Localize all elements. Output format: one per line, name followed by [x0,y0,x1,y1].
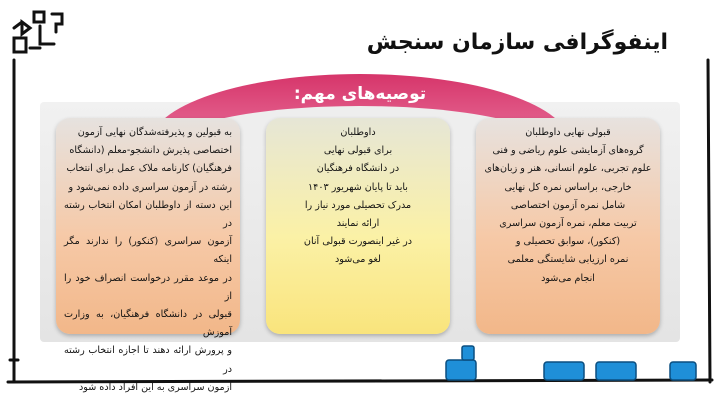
card-final-acceptance [476,118,660,334]
card-line: قبولی در دانشگاه فرهنگیان، به وزارت آموزش [64,309,232,339]
card-line: فرهنگیان) کارنامه ملاک عمل برای انتخاب [66,163,232,175]
card-line: داوطلبان [340,127,376,138]
card-line: این دسته از داوطلبان امکان انتخاب رشته در [64,199,232,230]
card-line: لغو می‌شود [335,254,381,266]
card-line: گروه‌های آزمایشی علوم ریاضی و فنی [492,145,644,157]
card-line: در غیر اینصورت قبولی آنان [303,236,413,248]
card-course-selection [56,118,240,393]
card-line: رشته در آزمون سراسری داده نمی‌شود و [68,181,232,193]
card-line: در موعد مقرر درخواست انصراف خود را از [64,272,232,302]
recommendations-title: توصیه‌های مهم: [293,84,427,104]
card-line: انجام می‌شود [541,272,595,284]
card-line: شامل نمره آزمون اختصاصی [510,199,626,211]
card-line: (کنکور)، سوابق تحصیلی و [515,236,621,248]
page-title: اینفوگرافی سازمان سنجش [366,30,668,55]
card-line: برای قبولی نهایی [323,145,393,157]
card-line: ارائه نمایند [336,218,380,230]
card-line: در دانشگاه فرهنگیان [316,163,400,175]
card-line: باید تا پایان شهریور ۱۴۰۳ [308,181,408,193]
card-line: قبولی نهایی داوطلبان [525,127,611,138]
card-line: علوم تجربی، علوم انسانی، هنر و زبان‌های [484,163,652,175]
card-line: به قبولین و پذیرفته‌شدگان نهایی آزمون [77,127,232,138]
card-degree-deadline [266,118,450,334]
card-line: تربیت معلم، نمره آزمون سراسری [499,218,637,230]
card-line: خارجی، براساس نمره کل نهایی [504,181,632,193]
card-line: نمره ارزیابی شایستگی معلمی [507,254,629,266]
card-line: مدرک تحصیلی مورد نیاز را [304,199,412,211]
card-line: و پرورش ارائه دهند تا اجازه انتخاب رشته در [64,345,232,375]
card-line: اختصاصی پذیرش دانشجو-معلم (دانشگاه [69,145,232,157]
card-line: آزمون سراسری (کنکور) را ندارند مگر اینکه [64,236,232,266]
card-line: آزمون سراسری به این افراد داده شود [78,381,232,393]
